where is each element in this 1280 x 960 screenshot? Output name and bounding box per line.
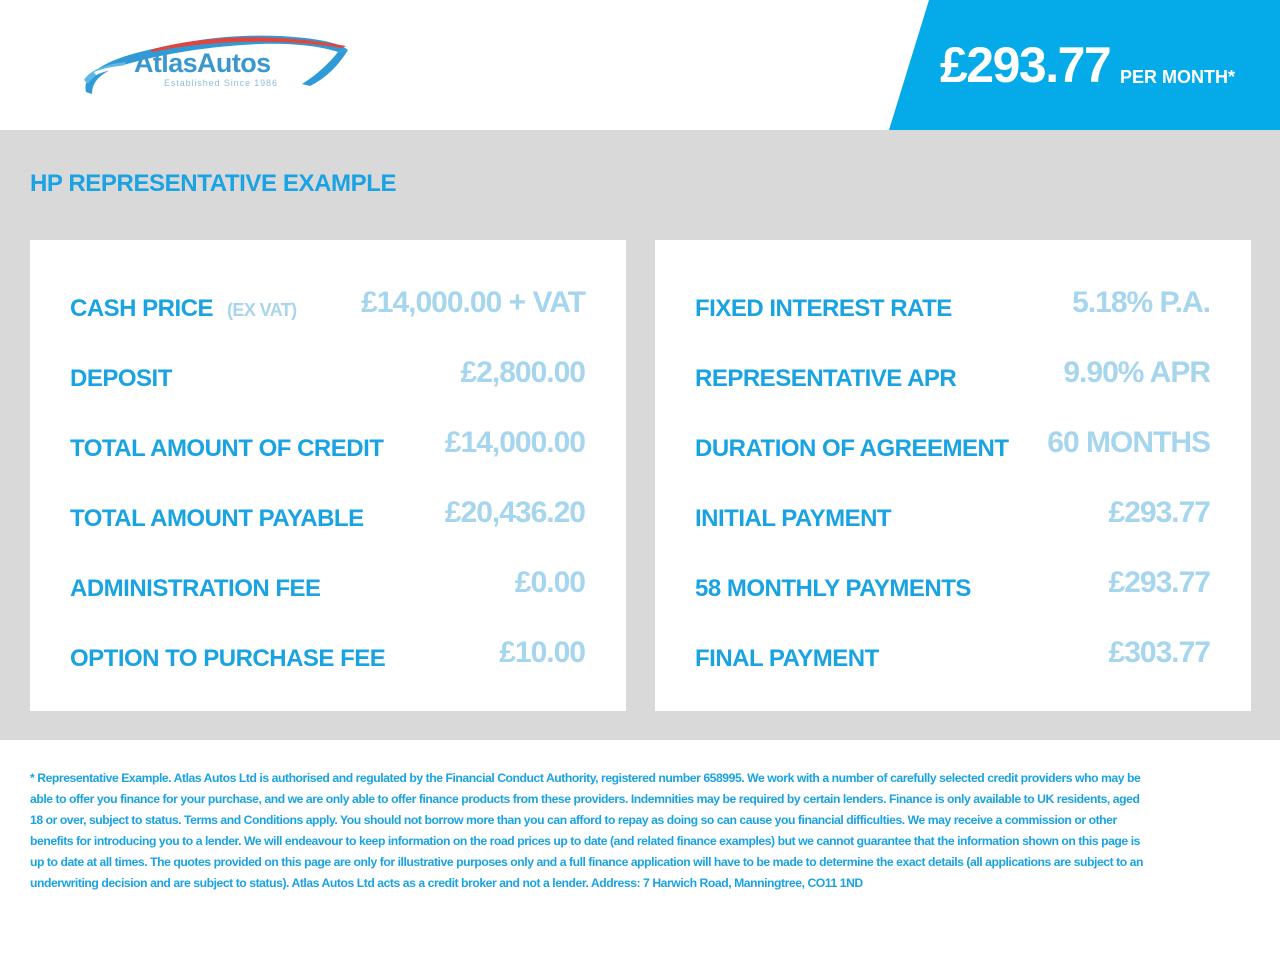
brand-logo [80,28,352,100]
section-title: HP REPRESENTATIVE EXAMPLE [30,170,397,197]
monthly-price: £293.77 [940,37,1111,93]
row-total-credit [70,426,585,466]
row-value: £14,000.00 + VAT [361,286,585,319]
row-label: REPRESENTATIVE APR [695,365,957,392]
row-initial-payment [695,496,1210,536]
row-label: INITIAL PAYMENT [695,505,892,532]
row-label: DEPOSIT [70,365,172,392]
row-value: 60 MONTHS [1047,426,1210,459]
row-duration [695,426,1210,466]
finance-card-right [655,240,1251,711]
row-value: £293.77 [1108,566,1210,599]
row-admin-fee [70,566,585,606]
row-apr [695,356,1210,396]
row-label: CASH PRICE (EX VAT) [70,295,297,322]
per-month-label: PER MONTH* [1120,67,1236,87]
row-value: £0.00 [514,566,585,599]
brand-tagline: Established Since 1986 [164,78,278,88]
row-label: DURATION OF AGREEMENT [695,435,1009,462]
row-label: ADMINISTRATION FEE [70,575,321,602]
row-label: FIXED INTEREST RATE [695,295,952,322]
row-interest-rate [695,286,1210,326]
row-value: 9.90% APR [1063,356,1210,389]
row-monthly-payments [695,566,1210,606]
brand-name: AtlasAutos [134,48,271,78]
row-label: TOTAL AMOUNT OF CREDIT [70,435,384,462]
row-value: £293.77 [1108,496,1210,529]
row-label: TOTAL AMOUNT PAYABLE [70,505,364,532]
row-label: FINAL PAYMENT [695,645,879,672]
row-deposit [70,356,585,396]
row-total-payable [70,496,585,536]
finance-card-left [30,240,626,711]
row-option-fee [70,636,585,676]
row-value: 5.18% P.A. [1072,286,1210,319]
row-final-payment [695,636,1210,676]
row-value: £2,800.00 [460,356,585,389]
row-value: £14,000.00 [444,426,585,459]
row-sublabel: (EX VAT) [227,300,297,320]
header [0,0,1280,130]
legal-footnote: * Representative Example. Atlas Autos Ltd is authorised and regulated by the Financial Conduct Authority, registered number 658995. We work with a number of carefully selected credit providers who may be able to offer you finance for your purchase, and we are only able to offer finance products from these providers. Indemnities may be required by certain lenders. Finance is only available to UK residents, aged 18 or over, subject to status. Terms and Conditions apply. You should not borrow more than you can afford to repay as doing so can cause you financial difficulties. We may receive a commission or other benefits for introducing you to a lender. We will endeavour to keep information on the road prices up to date (and related finance examples) but we cannot guarantee that the information shown on this page is up to date at all times. The quotes provided on this page are only for illustrative purposes only and a full finance application will have to be made to determine the exact details (all applications are subject to an underwriting decision and are subject to status). Atlas Autos Ltd acts as a credit broker and not a lender. Address: 7 Harwich Road, Manningtree, CO11 1ND [30,771,1144,890]
row-label: OPTION TO PURCHASE FEE [70,645,386,672]
row-value: £20,436.20 [444,496,585,529]
row-value: £10.00 [499,636,585,669]
row-label: 58 MONTHLY PAYMENTS [695,575,971,602]
row-value: £303.77 [1108,636,1210,669]
row-cash-price [70,286,585,326]
